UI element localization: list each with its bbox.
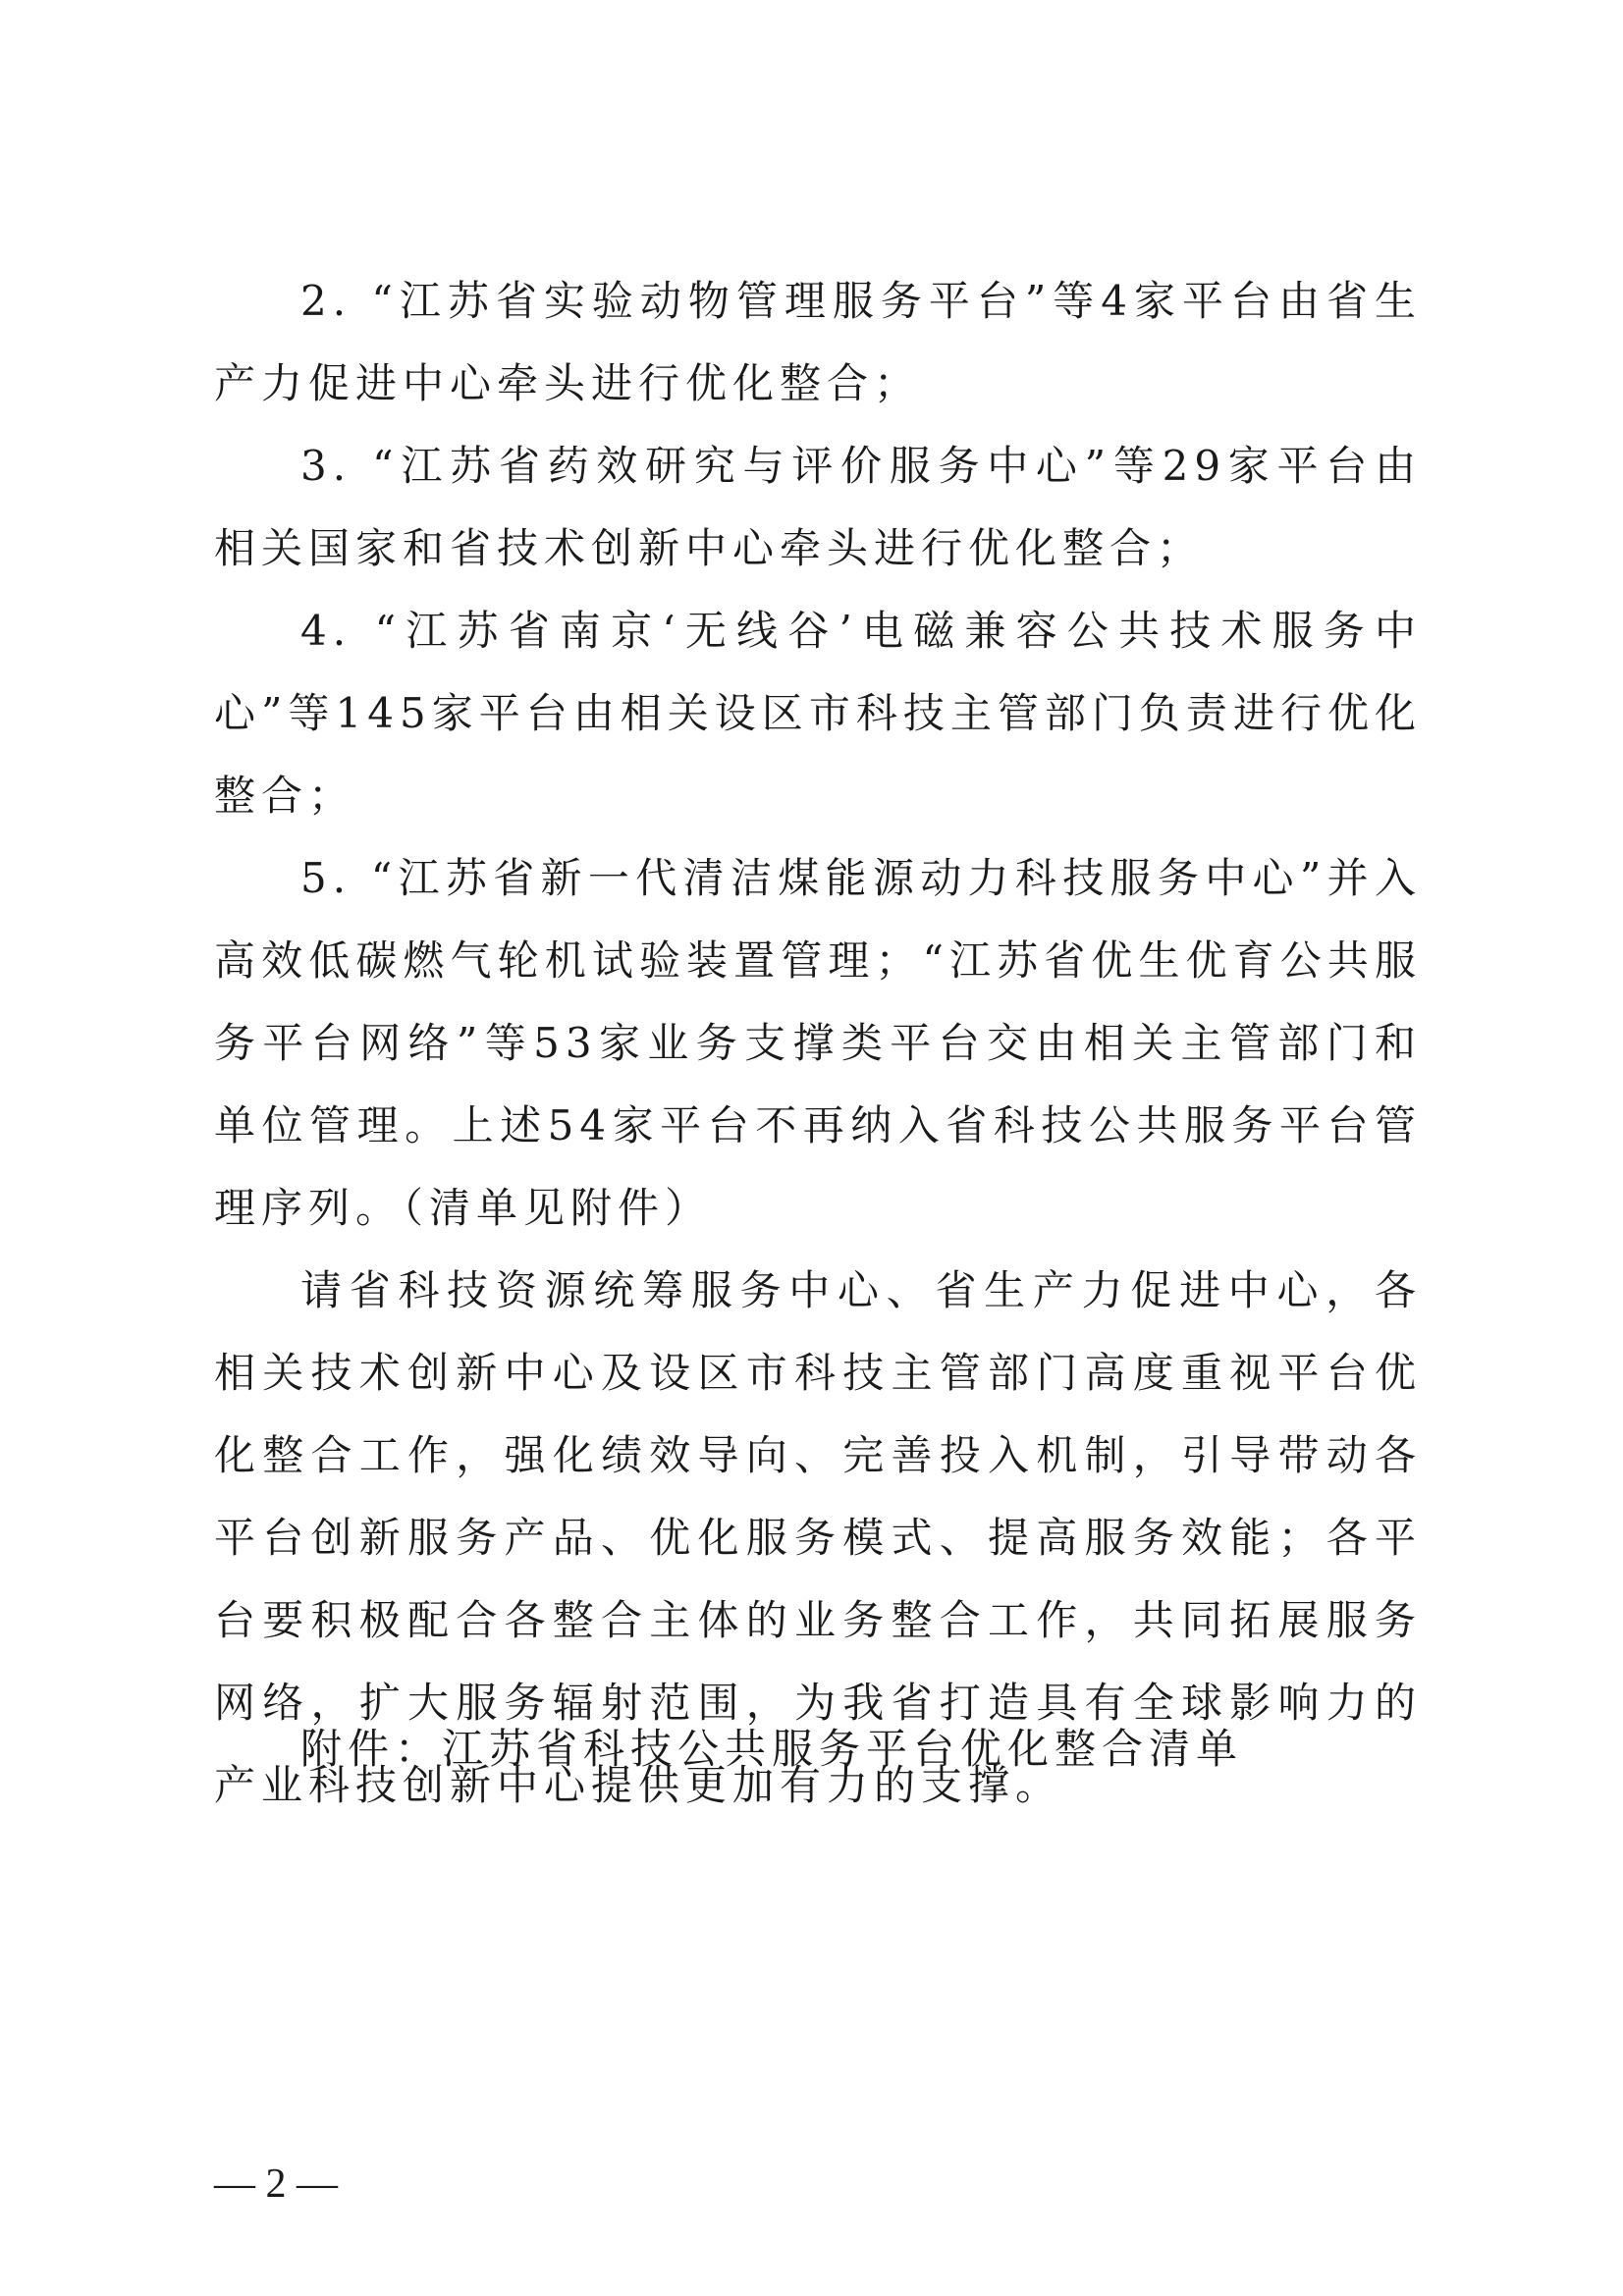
- paragraph-item-4: 4. “江苏省南京‘无线谷’电磁兼容公共技术服务中心”等145家平台由相关设区市科技主管部门负责进行优化整合；: [214, 607, 1422, 820]
- paragraph-item-2: 2. “江苏省实验动物管理服务平台”等4家平台由省生产力促进中心牵头进行优化整合；: [214, 277, 1422, 407]
- paragraph-item-3: 3. “江苏省药效研究与评价服务中心”等29家平台由相关国家和省技术创新中心牵头进行优化整合；: [214, 442, 1422, 572]
- page-number: — 2 —: [214, 2162, 338, 2207]
- paragraph-item-5: 5. “江苏省新一代清洁煤能源动力科技服务中心”并入高效低碳燃气轮机试验装置管理；“江苏省优生优育公共服务平台网络”等53家业务支撑类平台交由相关主管部门和单位管理。上述54家平台不再纳入省科技公共服务平台管理序列。（清单见附件）: [214, 854, 1422, 1232]
- document-body: [214, 260, 1422, 1827]
- attachment-note: 附件：江苏省科技公共服务平台优化整合清单: [300, 1725, 1244, 1773]
- paragraph-request: 请省科技资源统筹服务中心、省生产力促进中心，各相关技术创新中心及设区市科技主管部门高度重视平台优化整合工作，强化绩效导向、完善投入机制，引导带动各平台创新服务产品、优化服务模式、提高服务效能；各平台要积极配合各整合主体的业务整合工作，共同拓展服务网络，扩大服务辐射范围，为我省打造具有全球影响力的产业科技创新中心提供更加有力的支撑。: [214, 1266, 1422, 1809]
